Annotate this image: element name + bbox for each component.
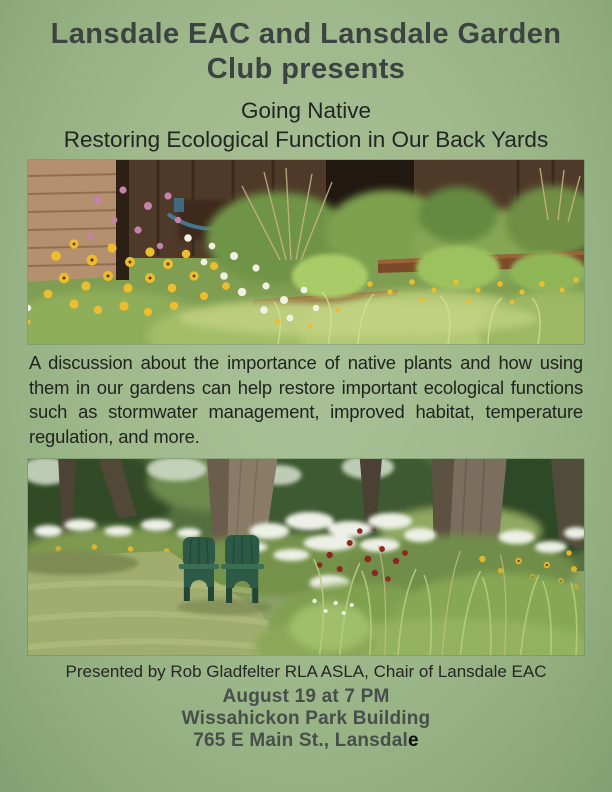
flyer-title-line2: Club presents bbox=[206, 53, 406, 86]
garden-photo bbox=[28, 160, 584, 344]
address-text: 765 E Main St., Lansdal bbox=[193, 730, 408, 751]
event-datetime: August 19 at 7 PM bbox=[222, 686, 390, 707]
event-details bbox=[0, 662, 612, 752]
event-venue: Wissahickon Park Building bbox=[181, 708, 431, 729]
meadow-photo bbox=[28, 459, 584, 655]
address-final-letter: e bbox=[407, 730, 419, 751]
flyer-title bbox=[0, 17, 612, 88]
event-tagline: Restoring Ecological Function in Our Back Yards bbox=[63, 126, 549, 152]
garden-photo-illustration bbox=[28, 160, 584, 344]
meadow-photo-illustration bbox=[28, 459, 584, 655]
flyer-subtitle bbox=[0, 97, 612, 155]
event-address bbox=[0, 730, 612, 752]
flyer-title-line1: Lansdale EAC and Lansdale Garden bbox=[50, 18, 562, 50]
event-description: A discussion about the importance of native plants and how using them in our gardens can help restore important ecological functions such as stormwater management, improved habitat, temperature regulation, and more. bbox=[29, 352, 583, 447]
event-name: Going Native bbox=[240, 97, 372, 123]
presenter-line: Presented by Rob Gladfelter RLA ASLA, Chair of Lansdale EAC bbox=[65, 662, 547, 681]
